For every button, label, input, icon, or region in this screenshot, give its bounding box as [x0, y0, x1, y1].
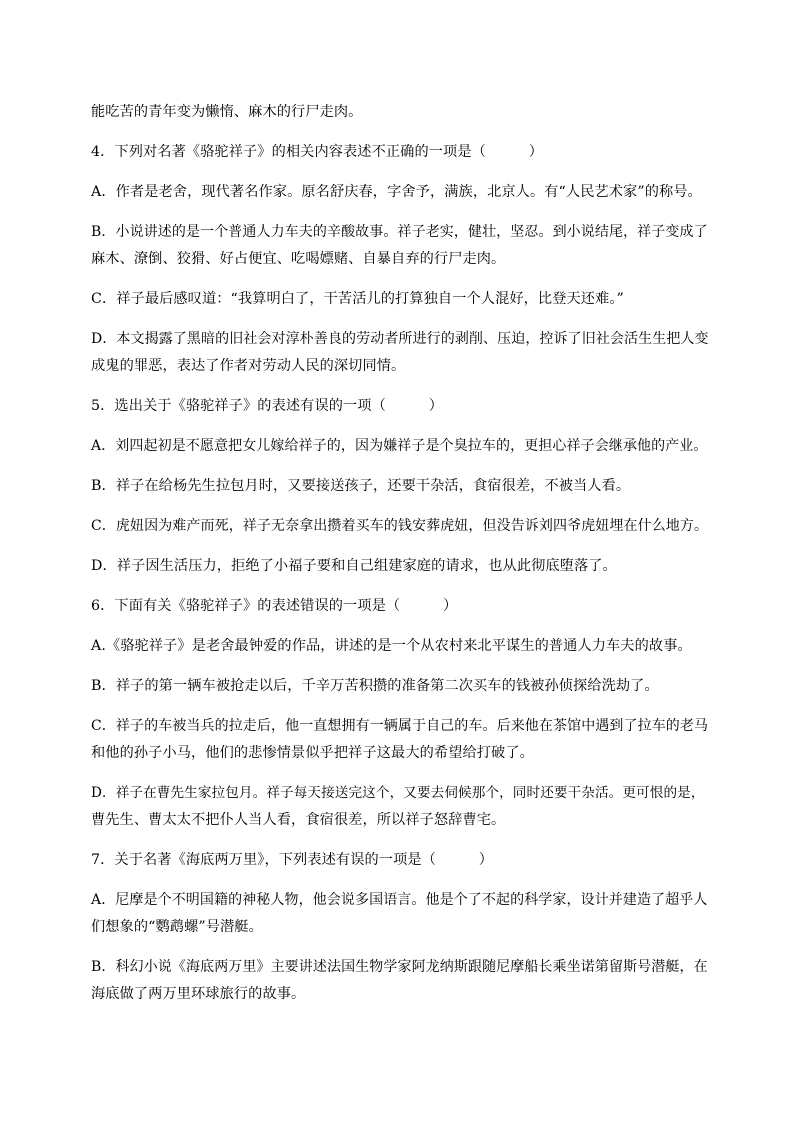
question-5-option-c: C．虎妞因为难产而死，祥子无奈拿出攒着买车的钱安葬虎妞，但没告诉刘四爷虎妞埋在什么地方。 — [91, 518, 709, 534]
question-6-option-c-cont: 和他的孙子小马，他们的悲惨情景似乎把祥子这最大的希望给打破了。 — [91, 745, 534, 761]
question-5-option-b: B．祥子在给杨先生拉包月时，又要接送孩子，还要干杂活，食宿很差，不被当人看。 — [91, 478, 631, 494]
question-6-stem: 6．下面有关《骆驼祥子》的表述错误的一项是（ ） — [91, 598, 458, 614]
question-7-option-b-cont: 海底做了两万里环球旅行的故事。 — [91, 986, 306, 1002]
question-5-option-a: A．刘四起初是不愿意把女儿嫁给祥子的，因为嫌祥子是个臭拉车的，更担心祥子会继承他的产业。 — [91, 438, 708, 454]
question-5-stem: 5．选出关于《骆驼祥子》的表述有误的一项（ ） — [91, 398, 444, 414]
question-4-option-b-cont: 麻木、潦倒、狡猾、好占便宜、吃喝嫖赌、自暴自弃的行尸走肉。 — [91, 251, 506, 267]
question-6-option-d: D．祥子在曹先生家拉包月。祥子每天接送完这个，又要去伺候那个，同时还要干杂活。更可恨的是， — [91, 785, 705, 801]
question-4-option-a: A．作者是老舍，现代著名作家。原名舒庆春，字舍予，满族，北京人。有“人民艺术家”的称号。 — [91, 184, 702, 200]
question-4-stem: 4．下列对名著《骆驼祥子》的相关内容表述不正确的一项是（ ） — [91, 144, 544, 160]
question-4-option-b: B．小说讲述的是一个普通人力车夫的辛酸故事。祥子老实，健壮，坚忍。到小说结尾，祥子变成了 — [91, 224, 708, 240]
question-4-option-c: C．祥子最后感叹道：“我算明白了，干苦活儿的打算独自一个人混好，比登天还难。” — [91, 291, 624, 307]
question-6-option-d-cont: 曹先生、曹太太不把仆人当人看，食宿很差，所以祥子怒辞曹宅。 — [91, 812, 506, 828]
question-7-option-a-cont: 们想象的“鹦鹉螺”号潜艇。 — [91, 919, 263, 935]
question-6-option-a: A.《骆驼祥子》是老舍最钟爱的作品，讲述的是一个从农村来北平谋生的普通人力车夫的故事。 — [91, 638, 692, 654]
question-4-option-d-cont: 成鬼的罪恶，表达了作者对劳动人民的深切同情。 — [91, 358, 406, 374]
question-7-option-b: B．科幻小说《海底两万里》主要讲述法国生物学家阿龙纳斯跟随尼摩船长乘坐诺第留斯号潜艇，在 — [91, 959, 708, 975]
question-7-option-a: A．尼摩是个不明国籍的神秘人物，他会说多国语言。他是个了不起的科学家，设计并建造了超乎人 — [91, 892, 708, 908]
question-7-stem: 7．关于名著《海底两万里》，下列表述有误的一项是（ ） — [91, 852, 494, 868]
question-6-option-b: B．祥子的第一辆车被抢走以后，千辛万苦积攒的准备第二次买车的钱被孙侦探给洗劫了。 — [91, 678, 659, 694]
question-4-option-d: D．本文揭露了黑暗的旧社会对淳朴善良的劳动者所进行的剥削、压迫，控诉了旧社会活生生把人变 — [91, 331, 709, 347]
text-line: 能吃苦的青年变为懒惰、麻木的行尸走肉。 — [91, 104, 363, 120]
question-6-option-c: C．祥子的车被当兵的拉走后，他一直想拥有一辆属于自己的车。后来他在茶馆中遇到了拉车的老马 — [91, 718, 709, 734]
question-5-option-d: D．祥子因生活压力，拒绝了小福子要和自己组建家庭的请求，也从此彻底堕落了。 — [91, 558, 617, 574]
